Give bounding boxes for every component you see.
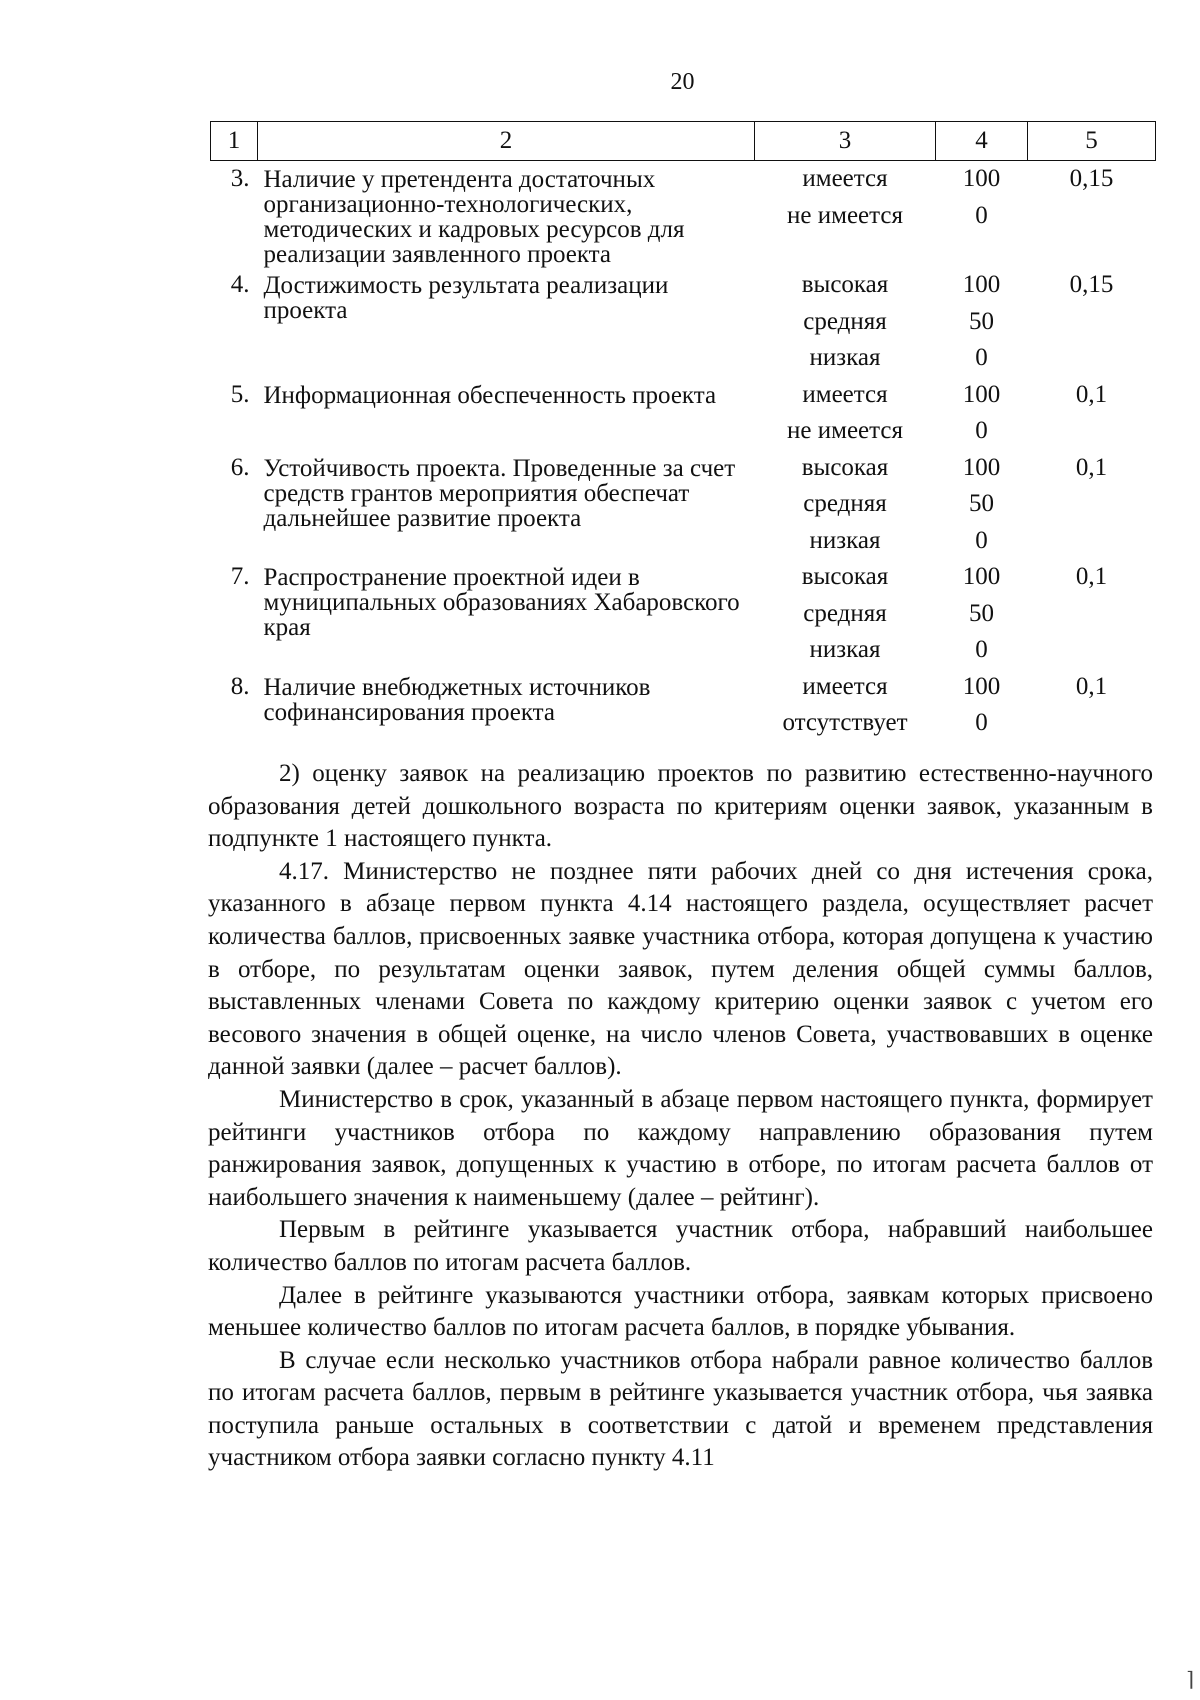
option-label: не имеется: [787, 201, 903, 229]
criterion-name: Наличие внебюджетных источников софинансирования проекта: [263, 673, 651, 726]
criterion-name: Наличие у претендента достаточных организационно-технологических, методических и кадровых ресурсов для реализации заявленного проекта: [263, 166, 685, 268]
row-number: 6.: [230, 453, 250, 481]
score-value: 0: [975, 417, 988, 444]
criterion-options: [755, 559, 936, 669]
header-cell: 5: [1028, 122, 1156, 161]
option-label: средняя: [803, 599, 887, 627]
header-cell: 4: [936, 122, 1028, 161]
option-label: отсутствует: [782, 709, 908, 736]
option-label: низкая: [809, 636, 881, 663]
option-label: имеется: [802, 165, 888, 192]
score-value: 50: [969, 307, 994, 335]
score-value: 100: [962, 380, 1001, 408]
row-number: 5.: [230, 380, 250, 408]
score-value: 0: [975, 709, 988, 736]
score-value: 0: [975, 344, 988, 371]
score-value: 50: [969, 490, 994, 517]
criterion-scores: [936, 669, 1028, 742]
paragraph: Министерство в срок, указанный в абзаце первом настоящего пункта, формирует рейтинги участников отбора по каждому направлению образования путем ранжирования заявок, допущенных к участию в отборе, по итогам расчета баллов от наибольшего значения к наименьшему (далее – рейтинг).: [208, 1085, 1153, 1211]
option-label: высокая: [801, 453, 889, 481]
page-number: 20: [670, 69, 695, 95]
score-value: 0: [975, 526, 988, 554]
criterion-name: Распространение проектной идеи в муниципальных образованиях Хабаровского края: [263, 564, 740, 641]
criterion-weight: 0,15: [1069, 271, 1114, 298]
paragraph: Далее в рейтинге указываются участники отбора, заявкам которых присвоено меньшее количество баллов по итогам расчета баллов, в порядке убывания.: [208, 1281, 1153, 1342]
score-value: 100: [962, 453, 1001, 481]
option-label: высокая: [801, 563, 889, 590]
criterion-name: Информационная обеспеченность проекта: [263, 381, 717, 409]
row-number: 3.: [230, 165, 250, 192]
header-cell: 1: [211, 122, 258, 161]
corner-mark: ⌉: [1186, 1669, 1194, 1691]
score-value: 50: [969, 599, 994, 627]
criterion-scores: [936, 559, 1028, 669]
row-number: 8.: [230, 672, 250, 700]
option-label: средняя: [803, 490, 887, 517]
criterion-name: Устойчивость проекта. Проведенные за счет средств грантов мероприятия обеспечат дальнейшее развитие проекта: [263, 454, 736, 532]
criterion-options: [755, 377, 936, 450]
score-value: 0: [975, 636, 988, 663]
table-row: [211, 377, 1156, 450]
criterion-scores: [936, 450, 1028, 560]
header-cell: 3: [755, 122, 936, 161]
row-number: 4.: [230, 271, 250, 298]
header-cell: 2: [258, 122, 755, 161]
body-text: [208, 758, 1153, 1475]
score-value: 100: [962, 563, 1001, 590]
option-label: высокая: [801, 271, 889, 298]
criterion-scores: [936, 161, 1028, 268]
table-row: [211, 669, 1156, 742]
score-value: 100: [962, 165, 1001, 192]
paragraph: В случае если несколько участников отбора набрали равное количество баллов по итогам расчета баллов, первым в рейтинге указывается участник отбора, чья заявка поступила раньше остальных в соответствии с датой и временем представления участником отбора заявки согласно пункту 4.11: [208, 1346, 1153, 1472]
table-row: [211, 559, 1156, 669]
option-label: имеется: [802, 672, 888, 700]
table-body: [211, 161, 1156, 742]
score-value: 100: [962, 271, 1001, 298]
row-number: 7.: [230, 563, 250, 590]
criterion-options: [755, 267, 936, 377]
score-value: 100: [962, 672, 1001, 700]
table-row: [211, 450, 1156, 560]
option-label: средняя: [803, 307, 887, 335]
criterion-options: [755, 450, 936, 560]
paragraph: Первым в рейтинге указывается участник отбора, набравший наибольшее количество баллов по итогам расчета баллов.: [208, 1216, 1153, 1276]
criterion-weight: 0,15: [1069, 165, 1114, 192]
score-value: 0: [975, 201, 988, 229]
criterion-options: [755, 669, 936, 742]
criterion-weight: 0,1: [1075, 672, 1108, 700]
option-label: низкая: [809, 526, 881, 554]
table-row: [211, 161, 1156, 268]
paragraph: 4.17. Министерство не позднее пяти рабочих дней со дня истечения срока, указанного в абзаце первом пункта 4.14 настоящего раздела, осуществляет расчет количества баллов, присвоенных заявке участника отбора, которая допущена к участию в отборе, по результатам оценки заявок, путем деления общей суммы баллов, выставленных членами Совета по каждому критерию оценки заявок с учетом его весового значения в общей оценке, на число членов Совета, участвовавших в оценке данной заявки (далее – расчет баллов).: [208, 857, 1153, 1081]
criterion-scores: [936, 267, 1028, 377]
criterion-weight: 0,1: [1075, 453, 1108, 481]
option-label: не имеется: [787, 417, 903, 444]
criterion-scores: [936, 377, 1028, 450]
criterion-options: [755, 161, 936, 268]
table-row: [211, 267, 1156, 377]
option-label: имеется: [802, 380, 888, 408]
paragraph: 2) оценку заявок на реализацию проектов по развитию естественно-научного образования детей дошкольного возраста по критериям оценки заявок, указанным в подпункте 1 настоящего пункта.: [208, 760, 1153, 853]
criterion-name: Достижимость результата реализации проекта: [263, 272, 669, 324]
criterion-weight: 0,1: [1075, 380, 1108, 408]
criteria-table: [210, 121, 1156, 742]
option-label: низкая: [809, 344, 881, 371]
criterion-weight: 0,1: [1075, 563, 1108, 590]
table-header-row: [211, 122, 1156, 161]
